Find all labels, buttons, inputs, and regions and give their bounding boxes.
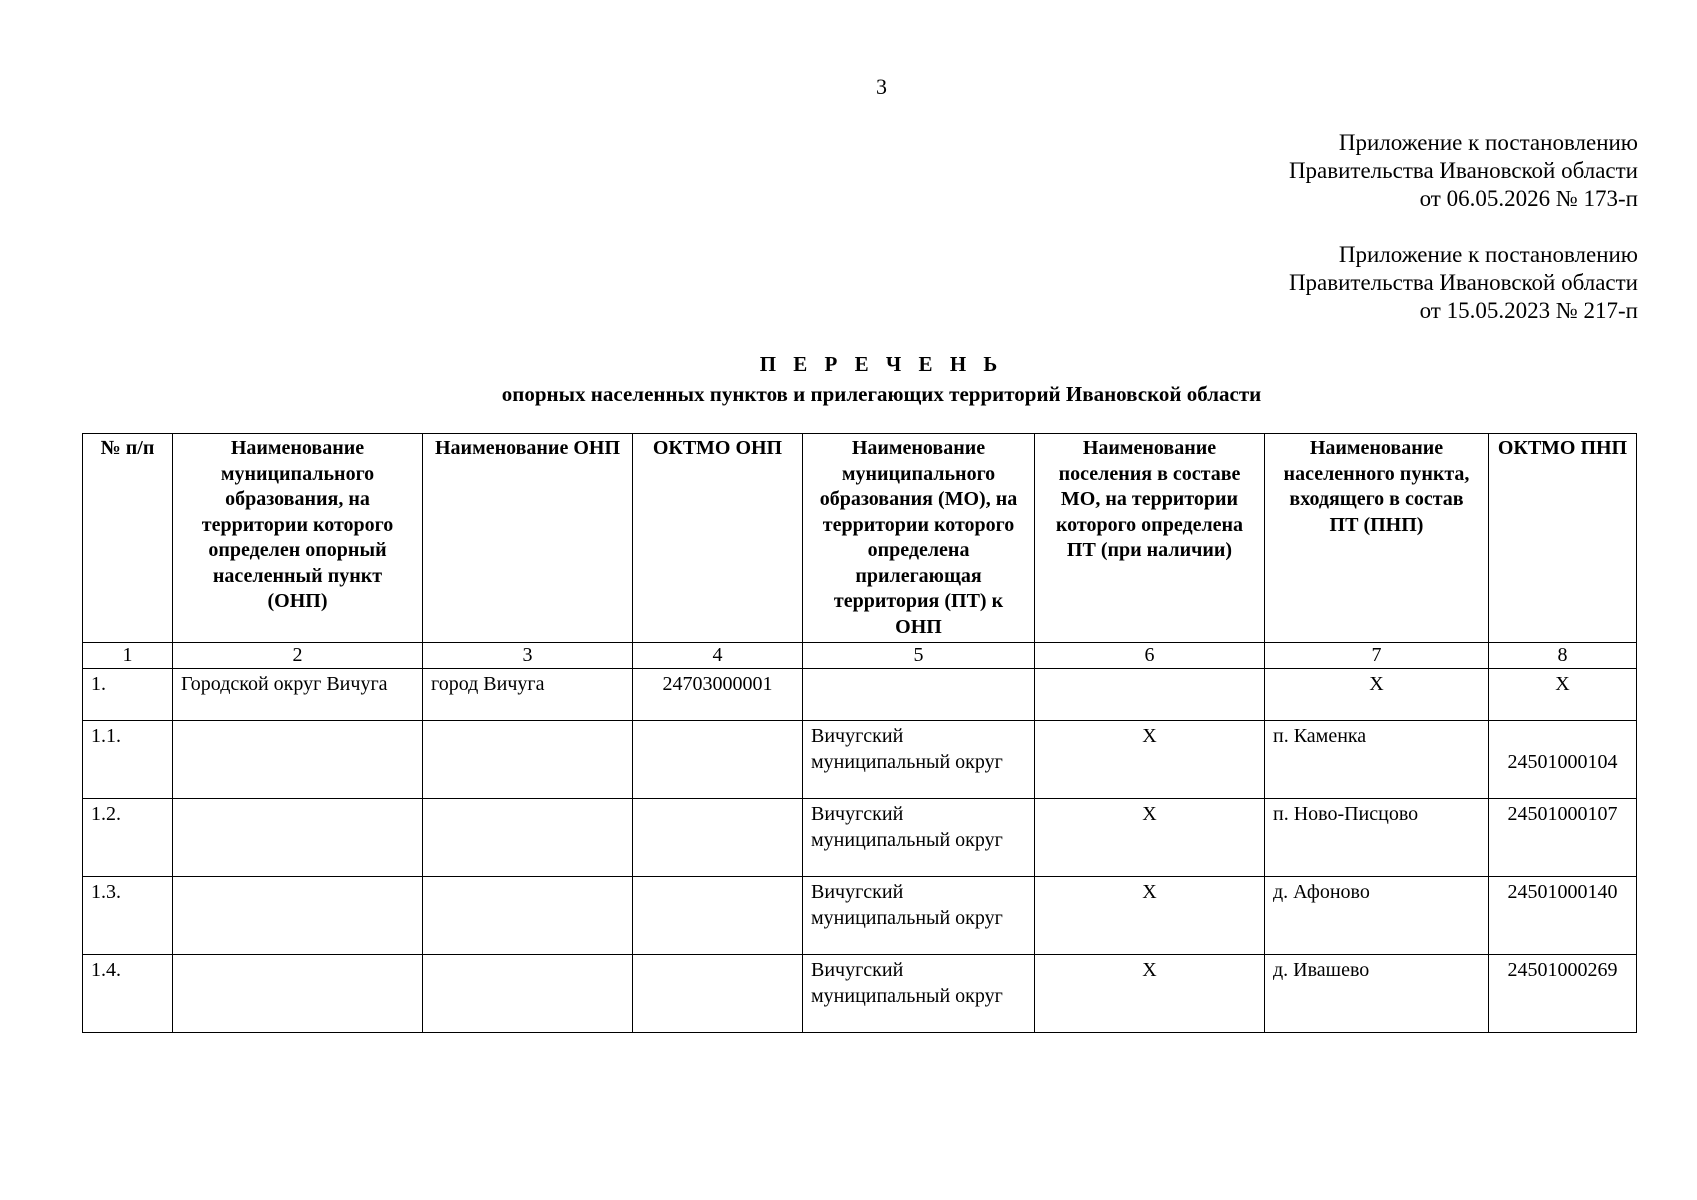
pnp-name-cell: Х (1265, 669, 1489, 721)
settlement-cell: Х (1035, 955, 1265, 1033)
column-number: 7 (1265, 643, 1489, 669)
settlement-cell: Х (1035, 799, 1265, 877)
column-number: 5 (803, 643, 1035, 669)
approval-line: Приложение к постановлению (1338, 130, 1638, 155)
table-header-row (83, 434, 1637, 643)
onp-name-cell (423, 955, 633, 1033)
pt-municipality-cell: Вичугский муниципальный округ (803, 877, 1035, 955)
pnp-name-cell: д. Афоново (1265, 877, 1489, 955)
column-numbers-row (83, 643, 1637, 669)
onp-oktmo-cell (633, 877, 803, 955)
onp-oktmo-cell (633, 955, 803, 1033)
pt-municipality-cell (803, 669, 1035, 721)
pnp-name-cell: д. Ивашево (1265, 955, 1489, 1033)
column-number: 6 (1035, 643, 1265, 669)
column-header-pt-municipality: Наименование муниципального образования (МО), на территории которого определена прилегающая территория (ПТ) к ОНП (803, 434, 1035, 643)
pnp-name-cell: п. Ново-Писцово (1265, 799, 1489, 877)
pt-municipality-cell: Вичугский муниципальный округ (803, 955, 1035, 1033)
municipality-cell (173, 799, 423, 877)
pnp-oktmo-cell: Х (1489, 669, 1637, 721)
settlements-table (82, 433, 1637, 1033)
page-number: 3 (876, 74, 887, 99)
row-number-cell: 1. (83, 669, 173, 721)
approval-date-line: от 15.05.2023 № 217-п (1419, 298, 1638, 323)
table-row (83, 799, 1637, 877)
row-number-cell: 1.3. (83, 877, 173, 955)
column-number: 8 (1489, 643, 1637, 669)
onp-oktmo-cell (633, 721, 803, 799)
onp-oktmo-cell (633, 799, 803, 877)
approval-block-original (1289, 241, 1638, 325)
onp-name-cell: город Вичуга (423, 669, 633, 721)
settlement-cell: Х (1035, 721, 1265, 799)
column-header-municipality: Наименование муниципального образования, на территории которого определен опорный населенный пункт (ОНП) (173, 434, 423, 643)
column-number: 1 (83, 643, 173, 669)
pt-municipality-cell: Вичугский муниципальный округ (803, 799, 1035, 877)
approval-line: Правительства Ивановской области (1288, 270, 1638, 295)
row-number-cell: 1.4. (83, 955, 173, 1033)
settlement-cell: Х (1035, 877, 1265, 955)
pnp-name-cell: п. Каменка (1265, 721, 1489, 799)
onp-name-cell (423, 721, 633, 799)
table-row (83, 669, 1637, 721)
approval-line: Правительства Ивановской области (1288, 158, 1638, 183)
pnp-oktmo-cell: 24501000269 (1489, 955, 1637, 1033)
approval-line: Приложение к постановлению (1338, 242, 1638, 267)
approval-block-current (1289, 129, 1638, 213)
table-row (83, 955, 1637, 1033)
table-row (83, 721, 1637, 799)
pnp-oktmo-cell: 24501000140 (1489, 877, 1637, 955)
settlement-cell (1035, 669, 1265, 721)
column-number: 4 (633, 643, 803, 669)
column-header-settlement: Наименование поселения в составе МО, на территории которого определена ПТ (при наличии) (1035, 434, 1265, 643)
row-number-cell: 1.1. (83, 721, 173, 799)
column-number: 3 (423, 643, 633, 669)
column-header-onp-name: Наименование ОНП (423, 434, 633, 643)
onp-name-cell (423, 877, 633, 955)
municipality-cell (173, 721, 423, 799)
column-number: 2 (173, 643, 423, 669)
table-row (83, 877, 1637, 955)
pnp-oktmo-cell: 24501000104 (1489, 721, 1637, 799)
row-number-cell: 1.2. (83, 799, 173, 877)
column-header-pnp-name: Наименование населенного пункта, входящего в состав ПТ (ПНП) (1265, 434, 1489, 643)
onp-oktmo-cell: 24703000001 (633, 669, 803, 721)
document-title: П Е Р Е Ч Е Н Ь (759, 352, 1004, 376)
municipality-cell: Городской округ Вичуга (173, 669, 423, 721)
approval-date-line: от 06.05.2026 № 173-п (1419, 186, 1638, 211)
column-header-onp-oktmo: ОКТМО ОНП (633, 434, 803, 643)
pnp-oktmo-cell: 24501000107 (1489, 799, 1637, 877)
onp-name-cell (423, 799, 633, 877)
column-header-number: № п/п (83, 434, 173, 643)
municipality-cell (173, 955, 423, 1033)
document-subtitle: опорных населенных пунктов и прилегающих территорий Ивановской области (501, 382, 1262, 406)
pt-municipality-cell: Вичугский муниципальный округ (803, 721, 1035, 799)
municipality-cell (173, 877, 423, 955)
column-header-pnp-oktmo: ОКТМО ПНП (1489, 434, 1637, 643)
